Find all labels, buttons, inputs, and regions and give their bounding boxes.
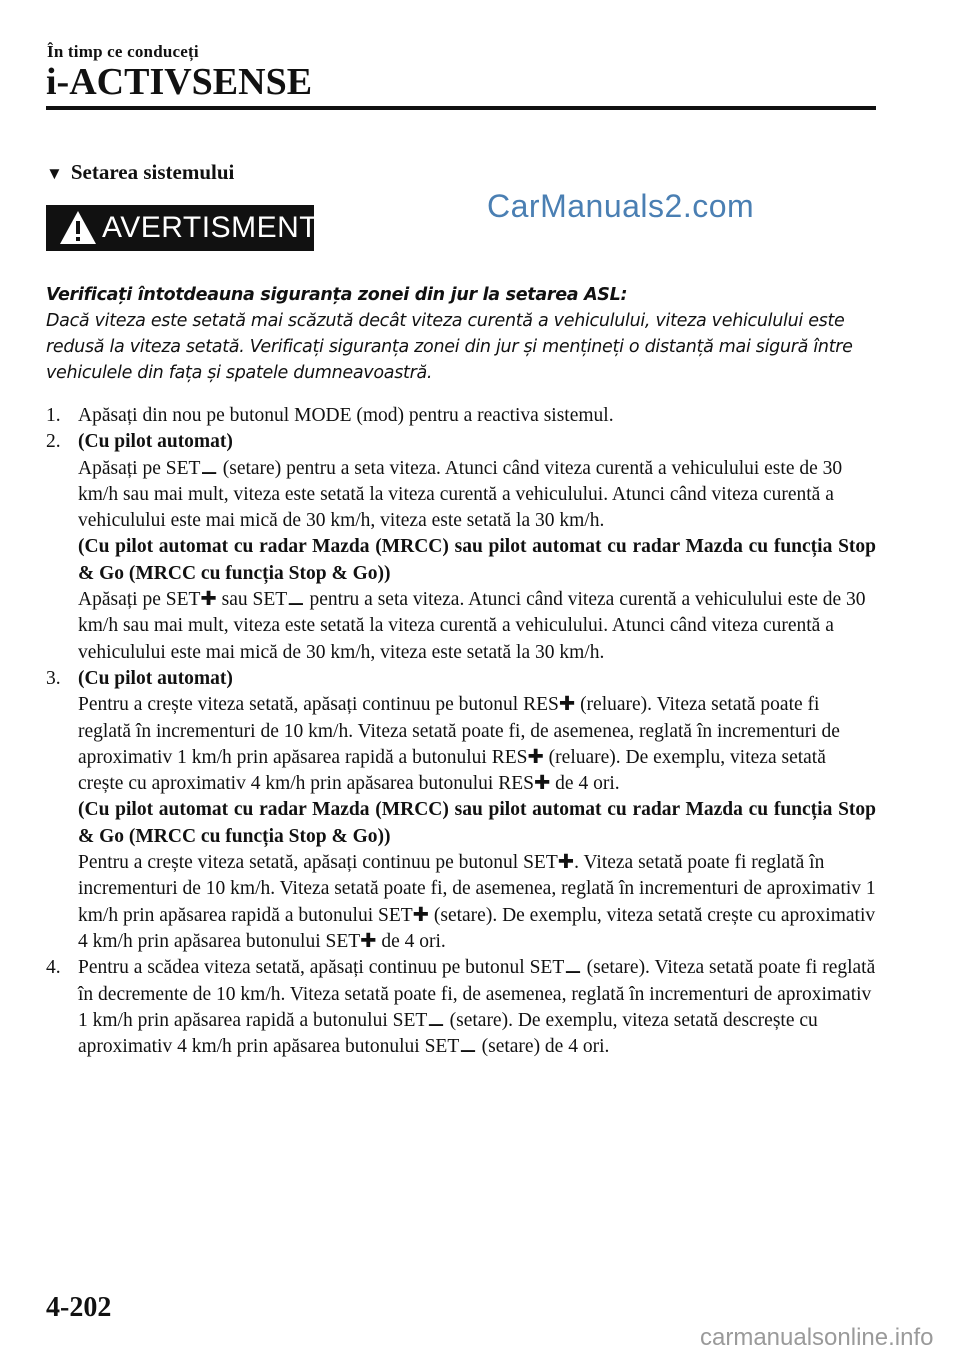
page-number: 4-202	[46, 1292, 112, 1323]
header-divider	[46, 106, 876, 110]
warning-text	[46, 282, 876, 386]
step-subheading: (Cu pilot automat)	[78, 667, 233, 689]
watermark: CarManuals2.com	[487, 188, 755, 224]
step-paragraph: Apăsați pe SET⚊ (setare) pentru a seta viteza. Atunci când viteza curentă a vehiculului este de 30 km/h sau mai mult, viteza este setată la viteza curentă a vehiculului. Atunci când viteza curentă a vehiculului este mai mică de 30 km/h, viteza este setată la 30 km/h.	[78, 457, 843, 532]
step-paragraph: Apăsați pe SET✚ sau SET⚊ pentru a seta viteza. Atunci când viteza curentă a vehiculului este de 30 km/h sau mai mult, viteza este setată la viteza curentă a vehiculului. Atunci când viteza curentă a vehiculului este mai mică de 30 km/h, viteza este setată la 30 km/h.	[78, 589, 866, 663]
list-item	[46, 403, 876, 429]
section-heading	[46, 160, 234, 185]
step-text: Pentru a scădea viteza setată, apăsați continuu pe butonul SET⚊ (setare). Viteza setată poate fi reglată în decremente de 10 km/h. Viteza setată poate fi, de asemenea, reglată în incrementuri de aproximativ 1 km/h prin apăsarea rapidă a butonului SET⚊ (setare). De exemplu, viteza setată descrește cu aproximativ 4 km/h prin apăsarea butonului SET⚊ (setare) de 4 ori.	[78, 957, 876, 1058]
step-number: 3.	[46, 667, 61, 689]
list-item	[46, 666, 876, 955]
warning-triangle-icon	[58, 208, 98, 248]
warning-title: Verificați întotdeauna siguranța zonei din jur la setarea ASL:	[46, 285, 628, 305]
warning-banner	[46, 205, 319, 251]
step-paragraph: Pentru a crește viteza setată, apăsați continuu pe butonul RES✚ (reluare). Viteza setată poate fi reglată în incrementuri de 10 km/h. Viteza setată poate fi, de asemenea, reglată în incrementuri de aproximativ 1 km/h prin apăsarea rapidă a butonului RES✚ (reluare). De exemplu, viteza setată crește cu aproximativ 4 km/h prin apăsarea butonului RES✚ de 4 ori.	[78, 694, 840, 795]
step-subheading: (Cu pilot automat)	[78, 431, 233, 453]
step-number: 1.	[46, 405, 61, 426]
chapter-label: În timp ce conduceți	[47, 42, 199, 61]
step-subheading: (Cu pilot automat cu radar Mazda (MRCC) sau pilot automat cu radar Mazda cu funcția Stop & Go (MRCC cu funcția Stop & Go))	[78, 799, 876, 847]
step-subheading: (Cu pilot automat cu radar Mazda (MRCC) sau pilot automat cu radar Mazda cu funcția Stop & Go (MRCC cu funcția Stop & Go))	[78, 536, 876, 584]
list-item	[46, 955, 876, 1060]
step-number: 4.	[46, 957, 61, 979]
step-text: Apăsați din nou pe butonul MODE (mod) pentru a reactiva sistemul.	[78, 405, 614, 426]
warning-label: AVERTISMENT	[102, 211, 319, 244]
warning-body: Dacă viteza este setată mai scăzută decât viteza curentă a vehiculului, viteza vehiculului este redusă la viteza setată. Verificați siguranța zonei din jur și mențineți o distanță mai sigură între vehiculele din fața și spatele dumneavoastră.	[46, 311, 853, 383]
triangle-marker-icon: ▼	[46, 164, 63, 183]
steps-list	[46, 403, 876, 1060]
site-watermark: carmanualsonline.info	[700, 1324, 934, 1351]
section-heading-text: Setarea sistemului	[70, 160, 235, 184]
step-number: 2.	[46, 431, 61, 453]
step-paragraph: Pentru a crește viteza setată, apăsați continuu pe butonul SET✚. Viteza setată poate fi reglată în incrementuri de 10 km/h. Viteza setată poate fi, de asemenea, reglată în incrementuri de aproximativ 1 km/h prin apăsarea rapidă a butonului SET✚ (setare). De exemplu, viteza setată crește cu aproximativ 4 km/h prin apăsarea butonului SET✚ de 4 ori.	[78, 852, 876, 952]
page-title: i-ACTIVSENSE	[46, 61, 313, 103]
list-item	[46, 429, 876, 666]
